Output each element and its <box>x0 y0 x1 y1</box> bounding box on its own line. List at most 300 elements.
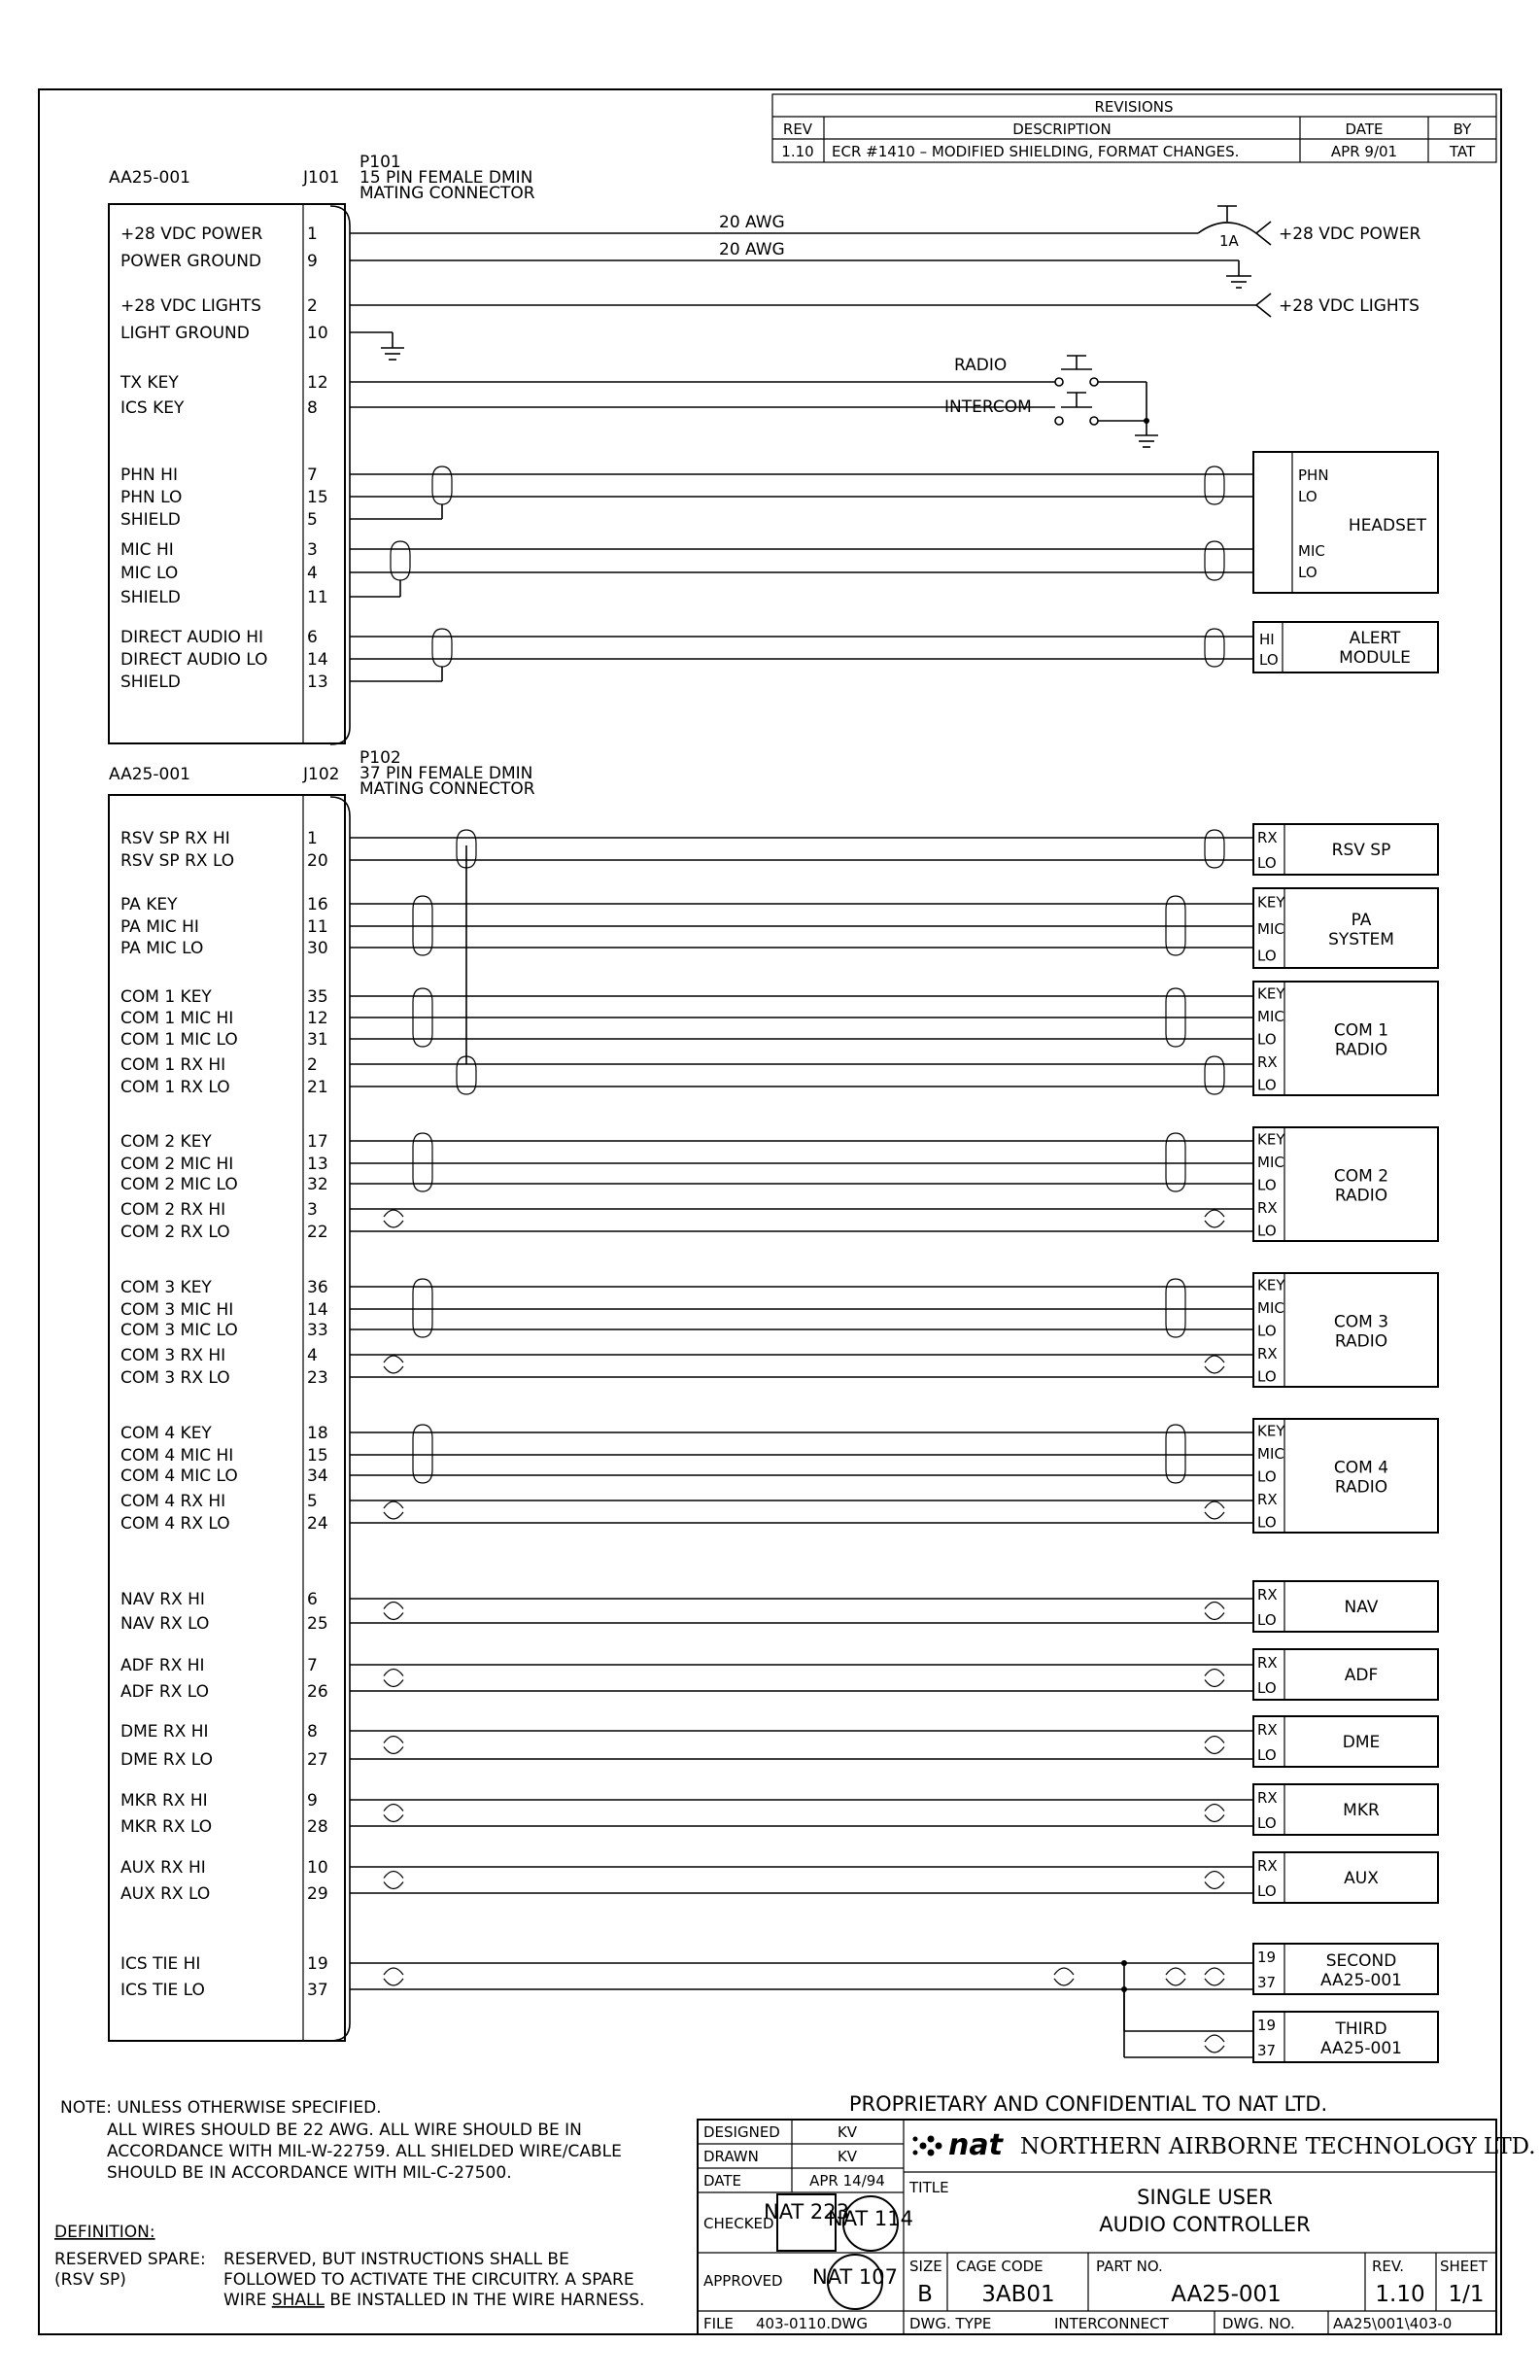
j102-pin-row <box>120 1884 328 1904</box>
j101-pin-row <box>120 628 318 647</box>
j102-pin-row <box>120 1817 328 1837</box>
device-pin-label: RX <box>1257 1721 1278 1739</box>
pin-number: 23 <box>307 1368 328 1388</box>
j101-pin-row <box>120 488 328 507</box>
p101-plug-outline <box>330 206 350 744</box>
intercom-switch-contact <box>1055 417 1063 425</box>
shield-arc <box>1205 1737 1224 1743</box>
def-line-1: RESERVED, BUT INSTRUCTIONS SHALL BE <box>223 2250 569 2269</box>
drawing-title-1: SINGLE USER <box>1137 2186 1273 2209</box>
pin-signal-label: COM 2 RX HI <box>120 1200 226 1220</box>
pin-number: 4 <box>307 1346 318 1365</box>
pin-signal-label: SHIELD <box>120 510 181 530</box>
designed-label: DESIGNED <box>703 2123 780 2141</box>
note-line-1: ALL WIRES SHOULD BE 22 AWG. ALL WIRE SHOULD BE IN <box>107 2121 582 2140</box>
shield-arc <box>1166 1968 1185 1975</box>
pin-signal-label: COM 2 RX LO <box>120 1223 230 1242</box>
j102-pin-row <box>120 1055 318 1075</box>
j101-pin-row <box>120 252 318 271</box>
shield-arc <box>1205 1221 1224 1227</box>
shield-symbol <box>413 1425 432 1483</box>
pin-number: 10 <box>307 1858 328 1878</box>
pin-number: 17 <box>307 1132 328 1152</box>
j102-pin-row <box>120 1321 328 1340</box>
pin-number: 9 <box>307 252 318 271</box>
rev-label: REV. <box>1372 2258 1404 2275</box>
headset-box <box>1253 452 1438 593</box>
j102-pin-row <box>120 1424 328 1443</box>
j102-pin-row <box>120 1954 328 1974</box>
j102-pin-row <box>120 1614 328 1634</box>
shield-arc <box>1205 1882 1224 1889</box>
shield-arc <box>384 1613 403 1620</box>
j102-pin-row <box>120 1346 318 1365</box>
pin-signal-label: MIC HI <box>120 540 174 560</box>
device-subname: RADIO <box>1334 1331 1388 1352</box>
shield-symbol <box>413 1279 432 1337</box>
device-subname: RADIO <box>1334 1186 1388 1206</box>
j101-pin-row <box>120 466 318 485</box>
pin-number: 8 <box>307 1722 318 1742</box>
j101-pin-row <box>120 373 328 393</box>
pin-number: 7 <box>307 1656 318 1675</box>
shield-arc <box>1205 1356 1224 1362</box>
rev-by: TAT <box>1449 143 1476 160</box>
pin-signal-label: COM 3 MIC LO <box>120 1321 238 1340</box>
pin-number: 15 <box>307 488 328 507</box>
pin-signal-label: AUX RX LO <box>120 1884 211 1904</box>
p101-connector-line1: 15 PIN FEMALE DMIN <box>359 168 533 188</box>
pin-signal-label: DIRECT AUDIO LO <box>120 650 268 670</box>
headset-pin-lo: LO <box>1298 488 1318 505</box>
device-pin-label: RX <box>1257 1198 1278 1217</box>
headset-pin-lo2: LO <box>1298 564 1318 581</box>
device-name: NAV <box>1344 1598 1379 1617</box>
pin-number: 37 <box>307 1981 328 2000</box>
pin-number: 5 <box>307 510 318 530</box>
part-number: AA25-001 <box>1171 2282 1282 2307</box>
note-head: NOTE: UNLESS OTHERWISE SPECIFIED. <box>60 2098 382 2118</box>
pin-signal-label: COM 1 RX LO <box>120 1078 230 1097</box>
j102-pin-row <box>120 917 328 937</box>
rev-value: 1.10 <box>781 143 814 160</box>
device-pin-label: RX <box>1257 1654 1278 1672</box>
device-pin-label: LO <box>1257 1367 1277 1386</box>
device-pin-label: LO <box>1257 854 1277 872</box>
j102-pin-row <box>120 1155 328 1174</box>
p101-plug: P101 <box>359 153 401 172</box>
shield-arc <box>384 1210 403 1217</box>
j102-unit: AA25-001 <box>109 765 190 784</box>
shield-arc <box>1205 1968 1224 1975</box>
j102-pin-row <box>120 851 328 871</box>
j102-pin-row <box>120 829 318 848</box>
title-block <box>698 2092 1536 2334</box>
device-box <box>1253 1784 1438 1835</box>
pin-signal-label: ADF RX HI <box>120 1656 205 1675</box>
pin-signal-label: DME RX HI <box>120 1722 209 1742</box>
shield-arc <box>1054 1968 1074 1975</box>
shield-arc <box>1166 1979 1185 1985</box>
shield-arc <box>384 1670 403 1676</box>
description-header: DESCRIPTION <box>1012 121 1112 138</box>
approved-label: APPROVED <box>703 2272 783 2290</box>
pin-number: 16 <box>307 895 328 914</box>
pin-signal-label: COM 3 RX LO <box>120 1368 230 1388</box>
j102-pin-row <box>120 1078 328 1097</box>
device-name: ADF <box>1344 1666 1379 1685</box>
device-pin-label: RX <box>1257 1857 1278 1875</box>
pin-signal-label: PA KEY <box>120 895 178 914</box>
j102-pin-row <box>120 1656 318 1675</box>
device-pin-label: MIC <box>1257 1154 1284 1172</box>
pin-number: 9 <box>307 1791 318 1811</box>
pin-number: 14 <box>307 650 328 670</box>
j101-jack: J101 <box>303 168 340 188</box>
designed-by: KV <box>837 2123 858 2141</box>
shield-arc <box>384 1737 403 1743</box>
drawing-border <box>39 89 1501 2334</box>
device-pin-label: RX <box>1257 1344 1278 1362</box>
pin-signal-label: COM 1 KEY <box>120 987 212 1007</box>
device-box <box>1253 2012 1438 2062</box>
pin-number: 11 <box>307 917 328 937</box>
definition-head: DEFINITION: <box>54 2223 155 2242</box>
device-pin-label: 37 <box>1257 1974 1277 1991</box>
intercom-switch-label: INTERCOM <box>944 397 1032 417</box>
alert-label-2: MODULE <box>1339 648 1411 668</box>
j102-pin-row <box>120 1492 318 1511</box>
alert-label-1: ALERT <box>1349 629 1401 648</box>
p102-plug: P102 <box>359 748 401 768</box>
sheet-value: 1/1 <box>1448 2282 1485 2307</box>
pin-number: 13 <box>307 1155 328 1174</box>
device-pin-label: KEY <box>1257 984 1285 1003</box>
headset-pin-phn: PHN <box>1298 466 1329 484</box>
device-pin-label: RX <box>1257 1586 1278 1604</box>
shield-symbol <box>1205 541 1224 580</box>
pin-signal-label: COM 4 RX LO <box>120 1514 230 1534</box>
pin-number: 22 <box>307 1223 328 1242</box>
shield-symbol <box>432 629 452 667</box>
shield-symbol <box>1205 1056 1224 1094</box>
nat-logo <box>913 2128 1005 2162</box>
pin-signal-label: NAV RX LO <box>120 1614 210 1634</box>
def-line-3: WIRE SHALL BE INSTALLED IN THE WIRE HARNESS. <box>223 2291 645 2310</box>
device-pin-label: MIC <box>1257 1008 1284 1026</box>
pin-number: 14 <box>307 1300 328 1320</box>
j102-pin-row <box>120 1368 328 1388</box>
pin-signal-label: COM 4 MIC LO <box>120 1466 238 1486</box>
radio-switch-label: RADIO <box>954 356 1008 375</box>
pin-number: 8 <box>307 398 318 418</box>
alert-pin-lo: LO <box>1259 651 1279 669</box>
dwg-no: AA25\001\403-0 <box>1333 2315 1453 2332</box>
checked-label: CHECKED <box>703 2215 774 2232</box>
device-name: THIRD <box>1335 2019 1387 2039</box>
pin-number: 19 <box>307 1954 328 1974</box>
shield-arc <box>1205 1210 1224 1217</box>
device-pin-label: RX <box>1257 1490 1278 1508</box>
revisions-title: REVISIONS <box>1094 98 1174 116</box>
note-line-3: SHOULD BE IN ACCORDANCE WITH MIL-C-27500. <box>107 2163 512 2183</box>
device-pin-label: LO <box>1257 947 1277 965</box>
pin-number: 30 <box>307 939 328 958</box>
pin-number: 13 <box>307 673 328 692</box>
pin-number: 15 <box>307 1446 328 1466</box>
j101-pin-row <box>120 673 328 692</box>
company-name: NORTHERN AIRBORNE TECHNOLOGY LTD. <box>1020 2134 1536 2159</box>
shield-arc <box>384 1366 403 1373</box>
pin-signal-label: MKR RX HI <box>120 1791 208 1811</box>
pin-number: 33 <box>307 1321 328 1340</box>
device-name: COM 4 <box>1333 1458 1389 1478</box>
shield-arc <box>384 1882 403 1889</box>
device-box <box>1253 1273 1438 1387</box>
device-name: MKR <box>1343 1801 1380 1820</box>
alert-module-box <box>1253 622 1438 673</box>
pin-signal-label: COM 1 MIC LO <box>120 1030 238 1050</box>
device-pin-label: LO <box>1257 1746 1277 1764</box>
shield-arc <box>1205 1815 1224 1822</box>
pin-number: 4 <box>307 564 318 583</box>
pin-signal-label: SHIELD <box>120 588 181 607</box>
device-pin-label: LO <box>1257 1222 1277 1240</box>
device-pin-label: KEY <box>1257 1276 1285 1294</box>
j102-pin-row <box>120 1200 318 1220</box>
device-pin-label: MIC <box>1257 920 1284 938</box>
pin-number: 11 <box>307 588 328 607</box>
shield-arc <box>384 1747 403 1754</box>
j101-pin-row <box>120 564 318 583</box>
shield-arc <box>1205 1872 1224 1879</box>
date-label: DATE <box>703 2172 742 2190</box>
shield-symbol <box>1166 1279 1185 1337</box>
drawing-date: APR 14/94 <box>809 2172 885 2190</box>
shield-arc <box>1205 1670 1224 1676</box>
pin-number: 32 <box>307 1175 328 1194</box>
drawing-title-2: AUDIO CONTROLLER <box>1099 2213 1311 2236</box>
pin-signal-label: LIGHT GROUND <box>120 324 250 343</box>
pin-number: 31 <box>307 1030 328 1050</box>
device-pin-label: RX <box>1257 829 1278 846</box>
pin-number: 12 <box>307 373 328 393</box>
shield-arc <box>384 1501 403 1508</box>
headset-pin-mic: MIC <box>1298 542 1325 560</box>
pin-signal-label: COM 2 KEY <box>120 1132 212 1152</box>
pin-signal-label: COM 4 KEY <box>120 1424 212 1443</box>
pin-signal-label: +28 VDC LIGHTS <box>120 296 261 316</box>
device-subname: RADIO <box>1334 1040 1388 1060</box>
device-box <box>1253 824 1438 875</box>
j101-unit: AA25-001 <box>109 168 190 188</box>
pin-signal-label: ICS TIE HI <box>120 1954 201 1974</box>
j101-pin-row <box>120 324 328 343</box>
j102-pin-row <box>120 1590 318 1609</box>
shield-arc <box>1205 1501 1224 1508</box>
revisions-table <box>772 94 1496 162</box>
pin-number: 5 <box>307 1492 318 1511</box>
j101-pin-row <box>120 540 318 560</box>
device-pin-label: MIC <box>1257 1299 1284 1318</box>
lights-destination: +28 VDC LIGHTS <box>1279 296 1420 316</box>
device-pin-label: MIC <box>1257 1445 1284 1464</box>
device-pin-label: LO <box>1257 1513 1277 1532</box>
device-box <box>1253 1419 1438 1533</box>
fuse-symbol <box>1198 206 1256 250</box>
j101-pin-row <box>120 510 318 530</box>
device-box <box>1253 1716 1438 1767</box>
dwg-no-label: DWG. NO. <box>1222 2315 1295 2332</box>
j101-pin-row <box>120 398 318 418</box>
j102-pin-row <box>120 1722 318 1742</box>
device-pin-label: RX <box>1257 1052 1278 1071</box>
j102-pin-row <box>120 987 328 1007</box>
pin-signal-label: PHN HI <box>120 466 178 485</box>
j102-connector-box <box>109 795 345 2041</box>
j102-pin-row <box>120 1132 328 1152</box>
device-pin-label: LO <box>1257 1030 1277 1049</box>
pin-signal-label: MKR RX LO <box>120 1817 213 1837</box>
pin-number: 6 <box>307 628 318 647</box>
j101-pin-row <box>120 224 318 244</box>
pin-number: 3 <box>307 540 318 560</box>
shield-arc <box>1205 1512 1224 1519</box>
shield-arc <box>384 1603 403 1609</box>
device-pin-label: KEY <box>1257 1130 1285 1149</box>
pin-signal-label: +28 VDC POWER <box>120 224 263 244</box>
device-pin-label: 37 <box>1257 2042 1277 2059</box>
j102-pin-row <box>120 1175 328 1194</box>
pin-signal-label: COM 4 MIC HI <box>120 1446 234 1466</box>
pin-number: 24 <box>307 1514 328 1534</box>
pin-signal-label: ICS KEY <box>120 398 185 418</box>
shield-symbol <box>1205 830 1224 868</box>
j102-pin-row <box>120 1514 328 1534</box>
pin-signal-label: TX KEY <box>120 373 179 393</box>
shield-arc <box>1205 1747 1224 1754</box>
pin-signal-label: RSV SP RX LO <box>120 851 235 871</box>
shield-symbol <box>1166 1133 1185 1191</box>
fuse-rating: 1A <box>1219 232 1239 250</box>
shield-arc <box>384 1805 403 1811</box>
device-name: DME <box>1342 1733 1381 1752</box>
device-box <box>1253 1852 1438 1903</box>
checked-stamp-2-text: NAT 114 <box>827 2207 914 2230</box>
shield-symbol <box>1205 466 1224 504</box>
lights-arrow <box>1256 293 1271 317</box>
pin-number: 1 <box>307 224 318 244</box>
pin-signal-label: DIRECT AUDIO HI <box>120 628 264 647</box>
pin-number: 29 <box>307 1884 328 1904</box>
shield-arc <box>384 1968 403 1975</box>
device-pin-label: LO <box>1257 1814 1277 1832</box>
pin-number: 36 <box>307 1278 328 1297</box>
j101-wiring <box>350 206 1420 447</box>
pin-signal-label: COM 2 MIC HI <box>120 1155 234 1174</box>
approved-stamp-text: NAT 107 <box>811 2265 899 2289</box>
device-pin-label: LO <box>1257 1322 1277 1340</box>
pin-number: 1 <box>307 829 318 848</box>
pin-number: 3 <box>307 1200 318 1220</box>
j102-pin-row <box>120 1278 328 1297</box>
j102-pin-row <box>120 939 328 958</box>
radio-switch-contact <box>1055 378 1063 386</box>
headset-label: HEADSET <box>1348 516 1427 535</box>
rev-date: APR 9/01 <box>1330 143 1398 160</box>
proprietary-notice: PROPRIETARY AND CONFIDENTIAL TO NAT LTD. <box>848 2092 1328 2116</box>
pin-number: 12 <box>307 1009 328 1028</box>
shield-arc <box>384 1979 403 1985</box>
shield-symbol <box>1205 629 1224 667</box>
j102-pin-row <box>120 1030 328 1050</box>
j102-pin-list <box>120 829 328 2000</box>
dwg-type-label: DWG. TYPE <box>909 2315 992 2332</box>
j101-pin-row <box>120 296 318 316</box>
pin-signal-label: PHN LO <box>120 488 183 507</box>
device-pin-label: RX <box>1257 1789 1278 1807</box>
shield-arc <box>1205 1680 1224 1687</box>
device-name: RSV SP <box>1331 841 1391 860</box>
pin-signal-label: COM 4 RX HI <box>120 1492 226 1511</box>
device-pin-label: LO <box>1257 1882 1277 1900</box>
device-name: PA <box>1351 911 1372 930</box>
device-pin-label: KEY <box>1257 1422 1285 1440</box>
shield-arc <box>384 1872 403 1879</box>
p101-connector-line2: MATING CONNECTOR <box>359 184 535 203</box>
rev-header: REV <box>782 121 813 138</box>
j102-pin-row <box>120 1750 328 1770</box>
j102-pin-row <box>120 1009 328 1028</box>
pin-signal-label: ADF RX LO <box>120 1682 210 1702</box>
def-term-2: (RSV SP) <box>54 2270 126 2290</box>
title-label: TITLE <box>909 2179 949 2196</box>
device-pin-label: LO <box>1257 1611 1277 1629</box>
rev-description: ECR #1410 – MODIFIED SHIELDING, FORMAT CHANGES. <box>832 143 1240 160</box>
pin-signal-label: COM 2 MIC LO <box>120 1175 238 1194</box>
j102-wiring <box>350 830 1253 2057</box>
p102-connector-line2: MATING CONNECTOR <box>359 779 535 799</box>
j102-pin-row <box>120 1682 328 1702</box>
alert-pin-hi: HI <box>1259 631 1275 648</box>
pin-number: 2 <box>307 296 318 316</box>
cage-code: 3AB01 <box>981 2282 1055 2307</box>
j102-pin-row <box>120 895 328 914</box>
pin-signal-label: ICS TIE LO <box>120 1981 205 2000</box>
pin-signal-label: MIC LO <box>120 564 179 583</box>
device-name: COM 2 <box>1333 1166 1389 1187</box>
drawn-label: DRAWN <box>703 2148 759 2165</box>
pin-signal-label: PA MIC HI <box>120 917 199 937</box>
pin-number: 10 <box>307 324 328 343</box>
size-value: B <box>917 2282 933 2307</box>
device-name: AUX <box>1344 1869 1379 1888</box>
device-pin-label: 19 <box>1257 1949 1277 1966</box>
j101-pin-row <box>120 588 328 607</box>
device-box <box>1253 1944 1438 1994</box>
pin-signal-label: DME RX LO <box>120 1750 214 1770</box>
part-label: PART NO. <box>1096 2258 1163 2275</box>
device-box <box>1253 888 1438 968</box>
device-pin-label: LO <box>1257 1679 1277 1697</box>
sheet-label: SHEET <box>1440 2258 1488 2275</box>
pin-number: 20 <box>307 851 328 871</box>
p102-plug-outline <box>330 797 350 2041</box>
j101-pin-list <box>120 224 328 692</box>
pin-signal-label: COM 1 RX HI <box>120 1055 226 1075</box>
shield-arc <box>1054 1979 1074 1985</box>
pin-number: 35 <box>307 987 328 1007</box>
